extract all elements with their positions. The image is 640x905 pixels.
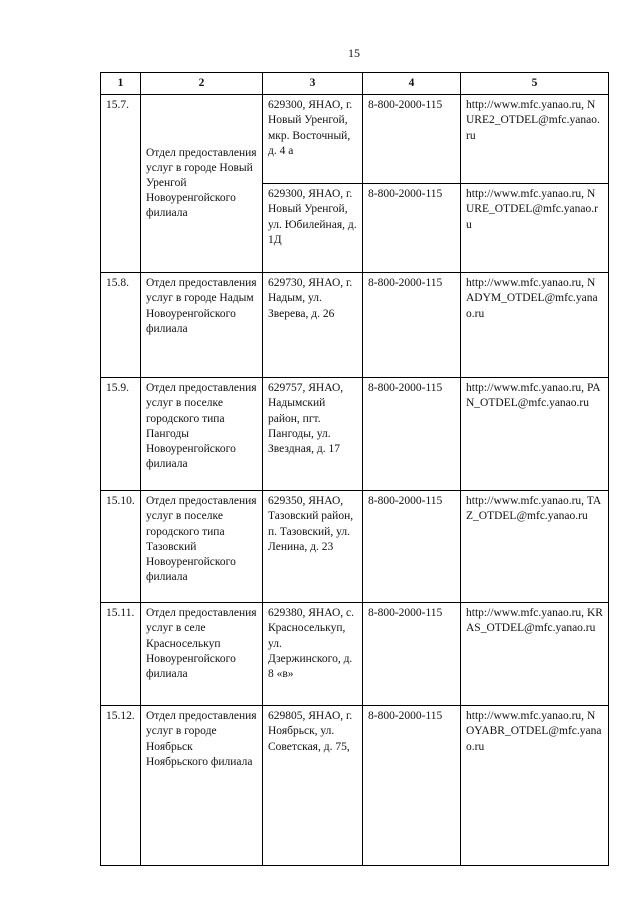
- address-cell: 629300, ЯНАО, г. Новый Уренгой, ул. Юбилейная, д. 1Д: [263, 184, 363, 273]
- table-row: [101, 706, 609, 866]
- column-header: 3: [263, 73, 363, 95]
- contacts-cell: [461, 184, 609, 273]
- row-id-cell: 15.8.: [101, 273, 141, 378]
- address-cell: 629805, ЯНАО, г. Ноябрьск, ул. Советская, д. 75,: [263, 706, 363, 866]
- office-name-cell: Отдел предоставления услуг в селе Красноселькуп Новоуренгойского филиала: [141, 603, 263, 706]
- phone-cell: 8-800-2000-115: [363, 706, 461, 866]
- phone-cell: 8-800-2000-115: [363, 491, 461, 603]
- office-name-cell: Отдел предоставления услуг в городе Новый Уренгой Новоуренгойского филиала: [141, 95, 263, 273]
- row-id-cell: 15.10.: [101, 491, 141, 603]
- office-name-cell: Отдел предоставления услуг в городе Ноябрьск Ноябрьского филиала: [141, 706, 263, 866]
- website-text: http://www.mfc.yanao.ru,: [466, 382, 585, 395]
- address-cell: 629300, ЯНАО, г. Новый Уренгой, мкр. Восточный, д. 4 а: [263, 95, 363, 184]
- address-cell: 629730, ЯНАО, г. Надым, ул. Зверева, д. 26: [263, 273, 363, 378]
- email-text: TAZ_OTDEL@mfc.yanao.ru: [466, 495, 602, 523]
- website-text: http://www.mfc.yanao.ru,: [466, 99, 585, 112]
- contacts-cell: [461, 273, 609, 378]
- website-text: http://www.mfc.yanao.ru,: [466, 277, 585, 290]
- page-number: 15: [348, 46, 360, 60]
- table-row: [101, 491, 609, 603]
- email-text: PAN_OTDEL@mfc.yanao.ru: [466, 382, 601, 410]
- contacts-cell: [461, 378, 609, 491]
- email-text: KRAS_OTDEL@mfc.yanao.ru: [466, 607, 603, 635]
- email-text: NURE_OTDEL@mfc.yanao.ru: [466, 188, 598, 231]
- email-text: NADYM_OTDEL@mfc.yanao.ru: [466, 277, 598, 320]
- phone-cell: 8-800-2000-115: [363, 95, 461, 184]
- website-text: http://www.mfc.yanao.ru,: [466, 710, 585, 723]
- contacts-cell: [461, 95, 609, 184]
- column-header: 4: [363, 73, 461, 95]
- row-id-cell: 15.7.: [101, 95, 141, 273]
- address-cell: 629380, ЯНАО, с. Красноселькуп, ул. Дзержинского, д. 8 «в»: [263, 603, 363, 706]
- website-text: http://www.mfc.yanao.ru,: [466, 495, 585, 508]
- column-header: 5: [461, 73, 609, 95]
- column-header: 1: [101, 73, 141, 95]
- phone-cell: 8-800-2000-115: [363, 603, 461, 706]
- phone-cell: 8-800-2000-115: [363, 184, 461, 273]
- office-name-cell: Отдел предоставления услуг в поселке городского типа Тазовский Новоуренгойского филиала: [141, 491, 263, 603]
- table-row: [101, 95, 609, 184]
- address-cell: 629350, ЯНАО, Тазовский район, п. Тазовский, ул. Ленина, д. 23: [263, 491, 363, 603]
- contacts-cell: [461, 706, 609, 866]
- phone-cell: 8-800-2000-115: [363, 378, 461, 491]
- table-row: [101, 603, 609, 706]
- address-cell: 629757, ЯНАО, Надымский район, пгт. Пангоды, ул. Звездная, д. 17: [263, 378, 363, 491]
- table-row: [101, 378, 609, 491]
- contacts-cell: [461, 603, 609, 706]
- row-id-cell: 15.12.: [101, 706, 141, 866]
- office-name-cell: Отдел предоставления услуг в городе Надым Новоуренгойского филиала: [141, 273, 263, 378]
- row-id-cell: 15.9.: [101, 378, 141, 491]
- website-text: http://www.mfc.yanao.ru,: [466, 607, 585, 620]
- row-id-cell: 15.11.: [101, 603, 141, 706]
- phone-cell: 8-800-2000-115: [363, 273, 461, 378]
- offices-table: [100, 72, 609, 866]
- table-row: [101, 273, 609, 378]
- contacts-cell: [461, 491, 609, 603]
- email-text: NURE2_OTDEL@mfc.yanao.ru: [466, 99, 600, 142]
- table-header-row: [101, 73, 609, 95]
- website-text: http://www.mfc.yanao.ru,: [466, 188, 585, 201]
- office-name-cell: Отдел предоставления услуг в поселке городского типа Пангоды Новоуренгойского филиала: [141, 378, 263, 491]
- column-header: 2: [141, 73, 263, 95]
- email-text: NOYABR_OTDEL@mfc.yanao.ru: [466, 710, 602, 753]
